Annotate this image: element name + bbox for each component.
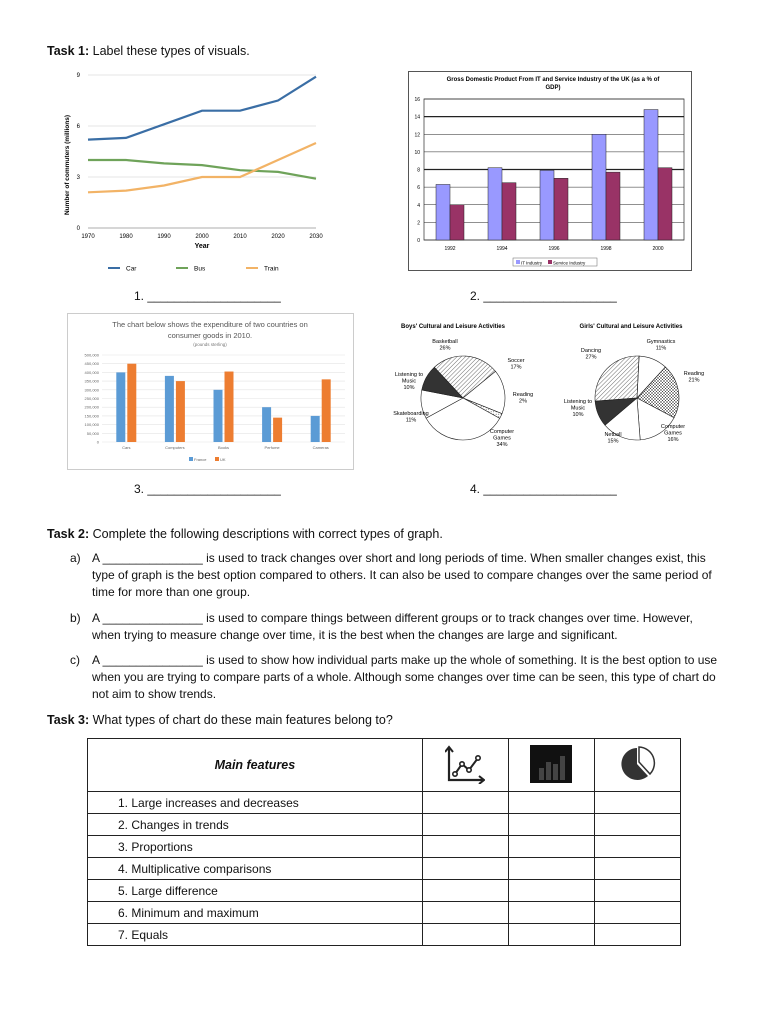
answer-cell[interactable] bbox=[594, 880, 680, 902]
slice-label-text: Soccer bbox=[507, 358, 525, 364]
gdp-bar-chart bbox=[408, 71, 692, 271]
y-tick-label: 500,000 bbox=[84, 352, 99, 358]
x-tick-label: 1980 bbox=[119, 234, 133, 240]
y-tick-label: 2 bbox=[417, 220, 420, 227]
slice-label-text: Computer bbox=[489, 429, 515, 435]
bar-service-industry bbox=[658, 168, 672, 240]
answer-cell[interactable] bbox=[422, 880, 508, 902]
bar-uk bbox=[273, 418, 282, 442]
y-tick-label: 300,000 bbox=[84, 387, 99, 393]
answer-cell[interactable] bbox=[422, 792, 508, 814]
feature-label: 2. Changes in trends bbox=[88, 814, 423, 836]
legend-label: Train bbox=[264, 265, 279, 273]
slice-label-text: Games bbox=[493, 435, 511, 442]
line-chart-icon-cell bbox=[422, 739, 508, 792]
chart3-title-line1: The chart below shows the expenditure of two countries on bbox=[112, 320, 308, 329]
features-header-row bbox=[88, 739, 681, 792]
feature-label: 4. Multiplicative comparisons bbox=[88, 858, 423, 880]
legend-swatch bbox=[548, 260, 552, 264]
y-tick-label: 0 bbox=[96, 439, 99, 445]
answer-cell[interactable] bbox=[508, 902, 594, 924]
bar-it-industry bbox=[436, 184, 450, 240]
main-features-header: Main features bbox=[88, 739, 423, 792]
pie-chart-icon-cell bbox=[594, 739, 680, 792]
description-a: a) A _______________ is used to track changes over short and long periods of time. When smaller changes exist, this type of graph is the best option compared to others. It can also be used to compare changes over the same period of time for more than one group. bbox=[70, 551, 712, 599]
y-tick-label: 6 bbox=[76, 124, 80, 130]
x-tick-label: 1994 bbox=[496, 246, 508, 252]
bar-chart-icon bbox=[529, 744, 573, 784]
slice-label-text: Music bbox=[401, 378, 417, 385]
answer-cell[interactable] bbox=[422, 924, 508, 946]
feature-label: 6. Minimum and maximum bbox=[88, 902, 423, 924]
x-tick-label: 2020 bbox=[271, 234, 285, 240]
table-row bbox=[88, 814, 681, 836]
slice-label-pct: 27% bbox=[585, 354, 597, 361]
slice-label-pct: 34% bbox=[496, 442, 508, 448]
bar-it-industry bbox=[592, 134, 606, 240]
answer-cell[interactable] bbox=[508, 814, 594, 836]
blank-4[interactable]: 4. ____________________ bbox=[470, 482, 617, 496]
slice-label-text: Listening to bbox=[394, 372, 424, 378]
y-tick-label: 250,000 bbox=[84, 396, 99, 401]
chart2-legend bbox=[513, 258, 597, 266]
bar-service-industry bbox=[502, 183, 516, 240]
bar-france bbox=[165, 376, 174, 442]
answer-cell[interactable] bbox=[508, 858, 594, 880]
x-tick-label: 1996 bbox=[548, 246, 560, 252]
x-tick-label: 1998 bbox=[600, 246, 612, 252]
y-tick-label: 12 bbox=[414, 132, 420, 139]
slice-label-pct: 16% bbox=[667, 437, 679, 443]
answer-cell[interactable] bbox=[508, 924, 594, 946]
y-tick-label: 150,000 bbox=[84, 413, 99, 419]
slice-label-pct: 2% bbox=[519, 398, 527, 405]
x-tick-label: 1992 bbox=[444, 246, 456, 252]
blank-1[interactable]: 1. ____________________ bbox=[134, 289, 281, 303]
table-row bbox=[88, 924, 681, 946]
y-tick-label: 10 bbox=[414, 149, 420, 156]
answer-cell[interactable] bbox=[508, 836, 594, 858]
series-line-bus bbox=[88, 160, 316, 179]
x-tick-label: Computers bbox=[165, 445, 185, 450]
legend-label: Service Industry bbox=[553, 260, 586, 266]
chart2-title-line2: GDP) bbox=[545, 85, 561, 91]
y-tick-label: 100,000 bbox=[84, 422, 99, 428]
feature-label: 7. Equals bbox=[88, 924, 423, 946]
legend-swatch bbox=[189, 457, 193, 461]
chart4-title: Boys' Cultural and Leisure Activities bbox=[401, 324, 505, 330]
answer-cell[interactable] bbox=[422, 902, 508, 924]
x-tick-label: 1990 bbox=[157, 234, 171, 240]
bar-it-industry bbox=[488, 168, 502, 240]
pie-slice-dancing bbox=[595, 356, 639, 401]
answer-cell[interactable] bbox=[422, 814, 508, 836]
bar-france bbox=[214, 390, 223, 442]
slice-label-text: Music bbox=[570, 405, 586, 412]
feature-label: 3. Proportions bbox=[88, 836, 423, 858]
slice-label-text: Games bbox=[664, 430, 682, 437]
slice-label-pct: 15% bbox=[607, 438, 619, 445]
slice-label-text: Dancing bbox=[580, 348, 602, 354]
task3-heading: Task 3: What types of chart do these main features belong to? bbox=[47, 713, 393, 727]
y-tick-label: 450,000 bbox=[84, 361, 99, 367]
chart1-xlabel: Year bbox=[194, 243, 210, 250]
bar-france bbox=[262, 407, 271, 442]
bar-service-industry bbox=[606, 172, 620, 240]
task2-heading: Task 2: Complete the following descriptions with correct types of graph. bbox=[47, 527, 443, 541]
description-b: b) A _______________ is used to compare things between different groups or to track changes over time. However, when trying to measure change over time, it is the best when the changes are large and significant. bbox=[70, 611, 693, 642]
slice-label-text: Gymnastics bbox=[646, 339, 676, 345]
x-tick-label: 2000 bbox=[652, 246, 664, 252]
answer-cell[interactable] bbox=[508, 880, 594, 902]
answer-cell[interactable] bbox=[594, 792, 680, 814]
legend-label: UK bbox=[220, 457, 226, 462]
table-row bbox=[88, 836, 681, 858]
answer-cell[interactable] bbox=[508, 792, 594, 814]
expenditure-bar-chart bbox=[67, 313, 354, 470]
pie-charts bbox=[385, 318, 715, 458]
slice-label-text: Skateboarding bbox=[393, 411, 429, 417]
answer-cell[interactable] bbox=[594, 836, 680, 858]
chart1-ylabel: Number of commuters (millions) bbox=[64, 114, 71, 216]
slice-label-pct: 21% bbox=[688, 377, 700, 384]
x-tick-label: 2000 bbox=[195, 234, 209, 240]
bar-uk bbox=[225, 372, 234, 442]
slice-label-pct: 10% bbox=[572, 412, 584, 418]
answer-cell[interactable] bbox=[422, 836, 508, 858]
line-chart-icon bbox=[445, 744, 485, 784]
answer-cell[interactable] bbox=[594, 858, 680, 880]
slice-label-text: Reading bbox=[683, 371, 705, 377]
bar-france bbox=[116, 372, 125, 442]
x-tick-label: 1970 bbox=[81, 234, 95, 240]
slice-label-text: Listening to bbox=[563, 399, 593, 405]
chart3-title-line2: consumer goods in 2010. bbox=[167, 331, 253, 340]
table-row bbox=[88, 902, 681, 924]
series-line-train bbox=[88, 143, 316, 192]
table-row bbox=[88, 792, 681, 814]
x-tick-label: 2030 bbox=[309, 234, 323, 240]
answer-cell[interactable] bbox=[594, 924, 680, 946]
slice-label-text: Basketball bbox=[432, 339, 458, 345]
bar-uk bbox=[322, 379, 331, 442]
slice-label-pct: 11% bbox=[655, 345, 667, 352]
y-tick-label: 200,000 bbox=[84, 404, 99, 410]
answer-cell[interactable] bbox=[594, 902, 680, 924]
y-tick-label: 6 bbox=[417, 185, 420, 192]
legend-swatch bbox=[215, 457, 219, 461]
chart3-subtitle: (pounds sterling) bbox=[193, 342, 227, 347]
table-row bbox=[88, 880, 681, 902]
x-tick-label: 2010 bbox=[233, 234, 247, 240]
y-tick-label: 14 bbox=[414, 114, 420, 121]
slice-label-pct: 26% bbox=[439, 345, 451, 352]
y-tick-label: 0 bbox=[417, 238, 420, 244]
bar-service-industry bbox=[554, 178, 568, 240]
bar-chart-icon-cell bbox=[508, 739, 594, 792]
chart5-title: Girls' Cultural and Leisure Activities bbox=[579, 324, 683, 330]
table-row bbox=[88, 858, 681, 880]
slice-label-pct: 11% bbox=[405, 417, 417, 424]
x-tick-label: Cameras bbox=[312, 445, 329, 450]
line-chart bbox=[60, 65, 350, 280]
blank-2[interactable]: 2. ____________________ bbox=[470, 289, 617, 303]
feature-label: 5. Large difference bbox=[88, 880, 423, 902]
bar-uk bbox=[176, 381, 185, 442]
x-tick-label: Books bbox=[217, 445, 230, 450]
slice-label-pct: 10% bbox=[403, 385, 415, 391]
y-tick-label: 4 bbox=[417, 202, 420, 209]
y-tick-label: 3 bbox=[76, 175, 80, 181]
pie-chart-icon bbox=[617, 744, 657, 784]
chart2-title-line1: Gross Domestic Product From IT and Service Industry of the UK (as a % of bbox=[446, 77, 660, 83]
bar-service-industry bbox=[450, 205, 464, 240]
slice-label-pct: 17% bbox=[510, 364, 522, 371]
slice-label-text: Netball bbox=[604, 432, 622, 438]
y-tick-label: 350,000 bbox=[84, 378, 99, 384]
y-tick-label: 400,000 bbox=[84, 369, 99, 375]
bar-it-industry bbox=[540, 170, 554, 240]
bar-uk bbox=[127, 364, 136, 442]
feature-label: 1. Large increases and decreases bbox=[88, 792, 423, 814]
series-line-car bbox=[88, 77, 316, 140]
legend-swatch bbox=[516, 260, 520, 264]
legend-label: IT Industry bbox=[521, 260, 543, 266]
description-c: c) A _______________ is used to show how individual parts make up the whole of something. It is the best option to use when you are trying to compare parts of a whole. Although some changes over time can be seen, this type of chart do not aim to show trends. bbox=[70, 653, 718, 701]
x-tick-label: Cars bbox=[122, 445, 131, 450]
blank-3[interactable]: 3. ____________________ bbox=[134, 482, 281, 496]
bar-france bbox=[311, 416, 320, 442]
slice-label-text: Reading bbox=[512, 392, 534, 398]
answer-cell[interactable] bbox=[422, 858, 508, 880]
bar-it-industry bbox=[644, 110, 658, 240]
legend-label: France bbox=[194, 457, 207, 462]
features-table bbox=[87, 738, 681, 946]
y-tick-label: 0 bbox=[76, 226, 80, 232]
slice-label-text: Computer bbox=[660, 424, 686, 430]
legend-label: Car bbox=[126, 265, 137, 273]
y-tick-label: 9 bbox=[76, 73, 80, 79]
y-tick-label: 50,000 bbox=[86, 430, 99, 436]
legend-label: Bus bbox=[194, 265, 206, 273]
y-tick-label: 8 bbox=[417, 167, 420, 174]
y-tick-label: 16 bbox=[414, 97, 420, 103]
x-tick-label: Perfume bbox=[264, 445, 280, 450]
task1-heading: Task 1: Label these types of visuals. bbox=[47, 44, 250, 58]
answer-cell[interactable] bbox=[594, 814, 680, 836]
